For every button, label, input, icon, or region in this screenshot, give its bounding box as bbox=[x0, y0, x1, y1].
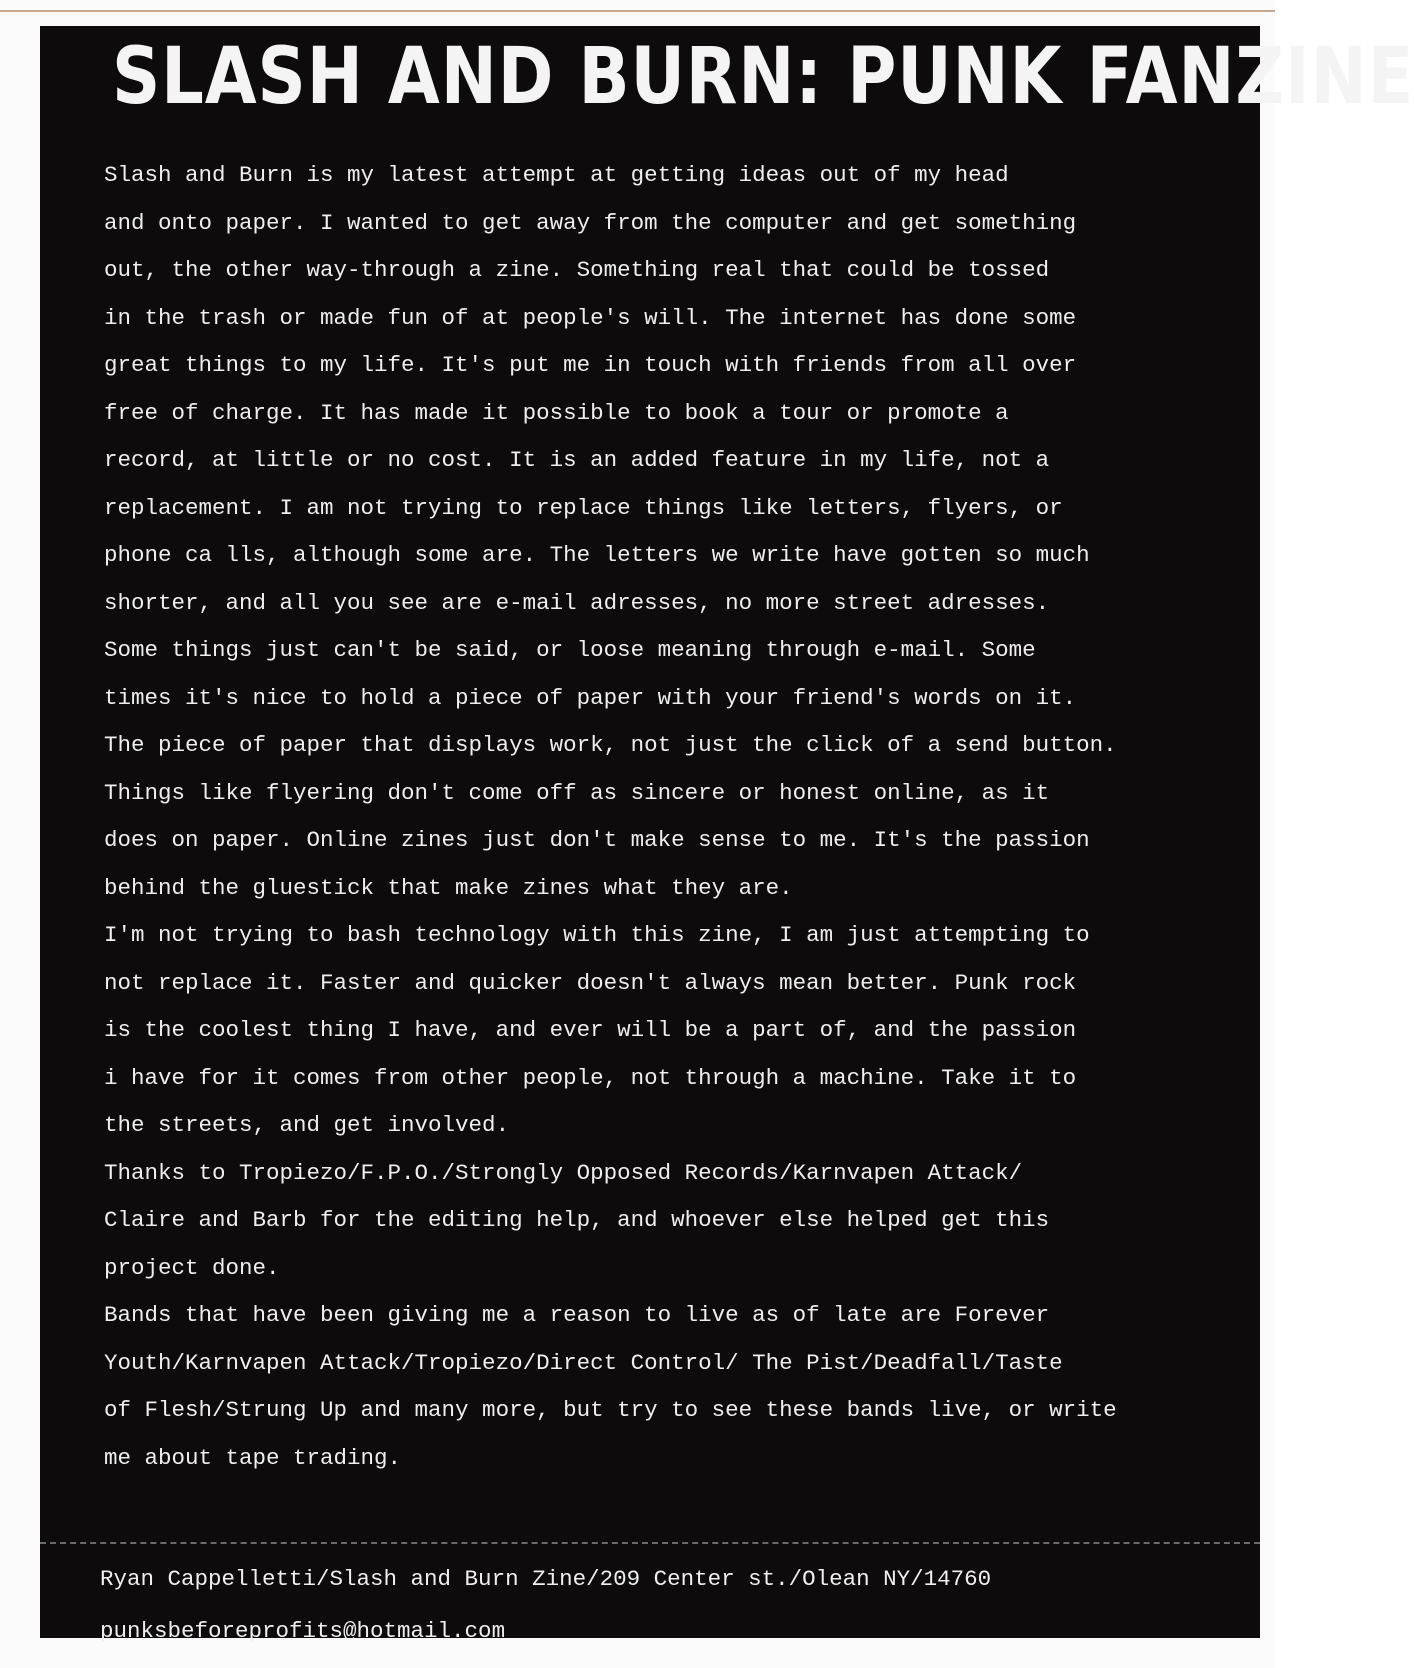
body-line: Bands that have been giving me a reason to live as of late are Forever bbox=[104, 1302, 1050, 1328]
body-line: I'm not trying to bash technology with this zine, I am just attempting to bbox=[104, 922, 1090, 948]
zine-title: SLASH AND BURN: PUNK FANZINE bbox=[112, 32, 1414, 122]
body-line: and onto paper. I wanted to get away from the computer and get something bbox=[104, 209, 1077, 236]
zine-body-text bbox=[104, 152, 1194, 1482]
body-line: great things to my life. It's put me in touch with friends from all over bbox=[104, 352, 1077, 378]
body-line: free of charge. It has made it possible to book a tour or promote a bbox=[104, 399, 1009, 426]
dashed-divider bbox=[40, 1542, 1260, 1544]
body-line: me about tape trading. bbox=[104, 1444, 402, 1471]
body-line: replacement. I am not trying to replace things like letters, flyers, or bbox=[104, 494, 1063, 521]
body-line: does on paper. Online zines just don't make sense to me. It's the passion bbox=[104, 827, 1090, 853]
body-line: times it's nice to hold a piece of paper with your friend's words on it. bbox=[104, 684, 1077, 711]
body-line: Thanks to Tropiezo/F.P.O./Strongly Opposed Records/Karnvapen Attack/ bbox=[104, 1159, 1023, 1186]
body-line: of Flesh/Strung Up and many more, but try to see these bands live, or write bbox=[104, 1397, 1117, 1423]
body-line: Things like flyering don't come off as sincere or honest online, as it bbox=[104, 779, 1050, 806]
body-line: i have for it comes from other people, not through a machine. Take it to bbox=[104, 1064, 1077, 1091]
body-line: project done. bbox=[104, 1254, 280, 1281]
body-line: The piece of paper that displays work, not just the click of a send button. bbox=[104, 732, 1117, 758]
body-line: out, the other way-through a zine. Something real that could be tossed bbox=[104, 257, 1050, 283]
top-edge-rule bbox=[0, 10, 1275, 12]
body-line: Youth/Karnvapen Attack/Tropiezo/Direct Control/ The Pist/Deadfall/Taste bbox=[104, 1349, 1063, 1376]
body-line: Claire and Barb for the editing help, and whoever else helped get this bbox=[104, 1207, 1050, 1233]
body-line: not replace it. Faster and quicker doesn't always mean better. Punk rock bbox=[104, 969, 1077, 996]
body-line: phone ca lls, although some are. The letters we write have gotten so much bbox=[104, 542, 1090, 568]
body-line: shorter, and all you see are e-mail adresses, no more street adresses. bbox=[104, 589, 1050, 616]
body-line: in the trash or made fun of at people's will. The internet has done some bbox=[104, 304, 1077, 331]
body-line: Some things just can't be said, or loose meaning through e-mail. Some bbox=[104, 637, 1036, 663]
contact-footer bbox=[100, 1553, 1200, 1657]
body-line: is the coolest thing I have, and ever will be a part of, and the passion bbox=[104, 1017, 1077, 1043]
body-line: the streets, and get involved. bbox=[104, 1112, 510, 1138]
body-line: Slash and Burn is my latest attempt at getting ideas out of my head bbox=[104, 162, 1009, 188]
body-line: behind the gluestick that make zines what they are. bbox=[104, 874, 793, 901]
email-address[interactable]: punksbeforeprofits@hotmail.com bbox=[100, 1618, 506, 1644]
body-line: record, at little or no cost. It is an added feature in my life, not a bbox=[104, 447, 1050, 473]
mailing-address: Ryan Cappelletti/Slash and Burn Zine/209 Center st./Olean NY/14760 bbox=[100, 1566, 992, 1592]
